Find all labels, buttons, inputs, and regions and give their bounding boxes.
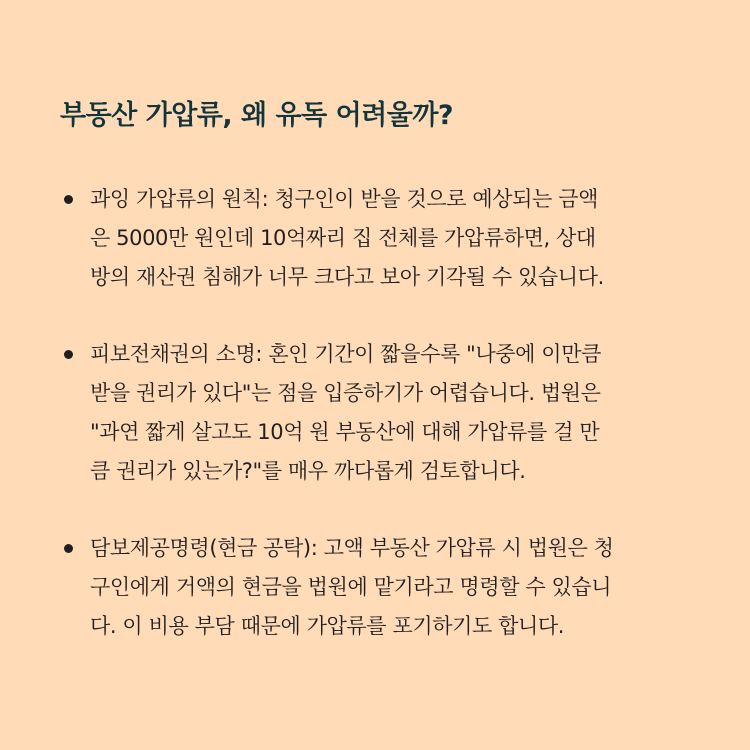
item-text-line: 담보제공명령(현금 공탁): 고액 부동산 가압류 시 법원은 청 [90,536,614,560]
list-item [60,335,700,491]
bullet-dot-icon [64,544,73,553]
item-text-line: 구인에게 거액의 현금을 법원에 맡기라고 명령할 수 있습니 [90,575,612,599]
page-title: 부동산 가압류, 왜 유독 어려울까? [60,100,454,131]
item-text-line: 방의 재산권 침해가 너무 크다고 보아 기각될 수 있습니다. [90,265,604,289]
bullet-list [60,180,700,684]
item-text-line: "과연 짧게 살고도 10억 원 부동산에 대해 가압류를 걸 만 [90,420,600,444]
item-text-line: 과잉 가압류의 원칙: 청구인이 받을 것으로 예상되는 금액 [90,187,598,211]
list-item [60,529,700,646]
bullet-dot-icon [64,195,73,204]
bullet-dot-icon [64,350,73,359]
item-text-line: 피보전채권의 소명: 혼인 기간이 짧을수록 "나중에 이만큼 [90,342,601,366]
item-text-line: 다. 이 비용 부담 때문에 가압류를 포기하기도 합니다. [90,614,565,638]
item-text-line: 은 5000만 원인데 10억짜리 집 전체를 가압류하면, 상대 [90,226,596,250]
list-item [60,180,700,297]
item-text-line: 받을 권리가 있다"는 점을 입증하기가 어렵습니다. 법원은 [90,381,601,405]
item-text-line: 큼 권리가 있는가?"를 매우 까다롭게 검토합니다. [90,459,526,483]
